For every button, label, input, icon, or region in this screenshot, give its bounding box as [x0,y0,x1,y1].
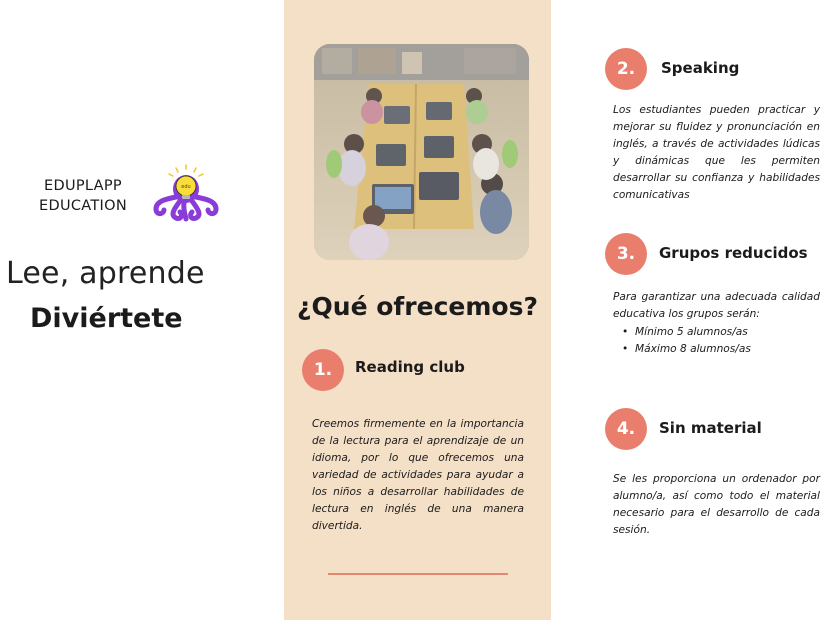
item-1-description: Creemos firmemente en la importancia de la lectura para el aprendizaje de un idioma, por lo que ofrecemos una variedad de actividades para ayudar a los niños a desarrollar habilidades de lectura en inglés de una manera divertida. [312,418,524,532]
brand-name [28,176,138,216]
item-3-number-badge: 3. [605,233,647,275]
item-4-number-badge: 4. [605,408,647,450]
svg-text:edu: edu [181,184,191,190]
item-2-number-badge: 2. [605,48,647,90]
item-3-bullet-list [613,324,820,358]
item-2-description: Los estudiantes pueden practicar y mejorar su fluidez y pronunciación en inglés, a través de actividades lúdicas y dinámicas que les permiten desarrollar su confianza y habilidades comunicativas [613,104,820,201]
octopus-lightbulb-logo-icon [150,163,222,223]
item-3-title: Grupos reducidos [659,244,808,262]
children-at-laptops-photo [314,44,529,260]
item-1-title: Reading club [355,358,465,376]
item-1-number-badge: 1. [302,349,344,391]
list-item: • Máximo 8 alumnos/as [613,341,820,358]
brand-line-2: EDUCATION [39,198,127,214]
tagline-line-1: Lee, aprende [6,256,205,291]
list-item: • Mínimo 5 alumnos/as [613,324,820,341]
brand-line-1: EDUPLAPP [44,178,122,194]
divider-line [328,573,508,575]
item-4-title: Sin material [659,419,762,437]
section-heading: ¿Qué ofrecemos? [297,292,538,321]
item-2-title: Speaking [661,59,740,77]
item-4-description: Se les proporciona un ordenador por alumno/a, así como todo el material necesario para el desarrollo de cada sesión. [613,473,820,536]
tagline-line-2: Diviértete [30,303,183,334]
center-panel [284,0,551,620]
item-3-description [613,289,820,358]
item-3-intro: Para garantizar una adecuada calidad educativa los grupos serán: [613,291,820,320]
